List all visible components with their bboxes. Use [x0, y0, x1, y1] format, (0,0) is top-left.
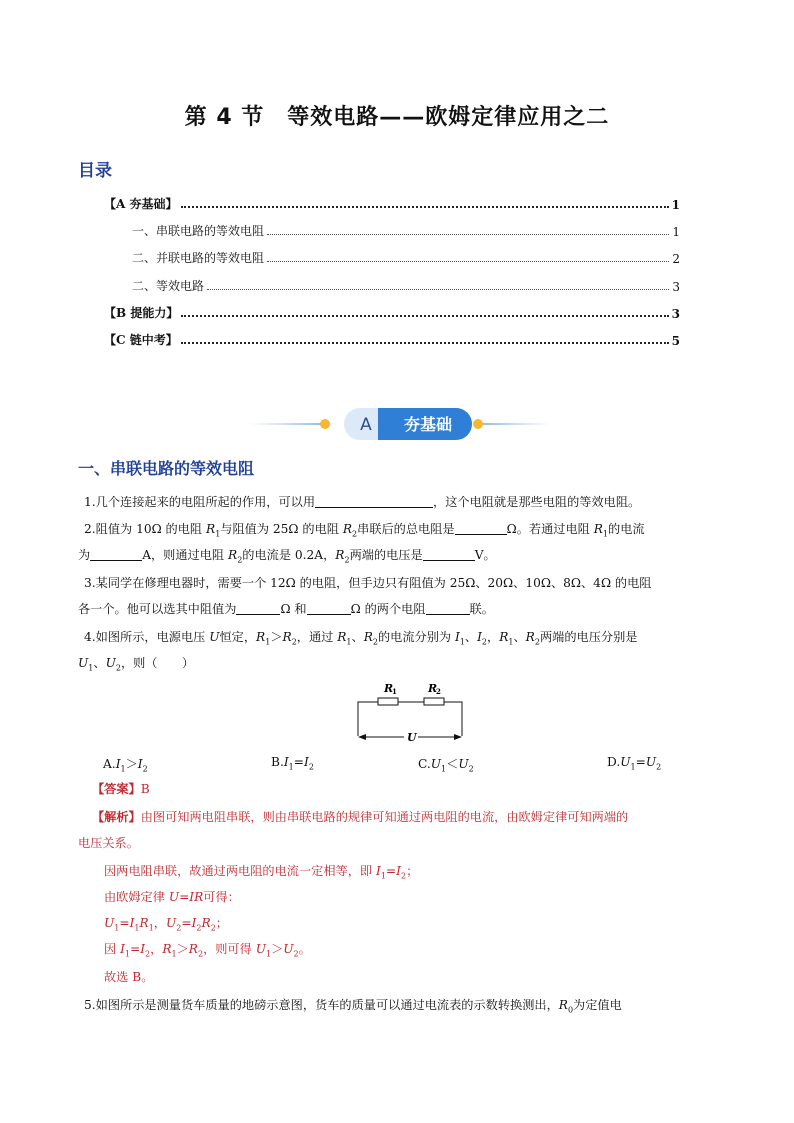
q2-current-blank[interactable]: [90, 548, 142, 561]
resistor-r2: [424, 698, 444, 705]
banner-text: 夯基础: [403, 415, 453, 434]
svg-text:1: 1: [392, 687, 397, 696]
analysis-line-5: $U_1=I_1R_1$，$U_2=I_2R_2$；: [104, 916, 228, 933]
svg-text:2: 2: [436, 687, 441, 696]
banner-dot-left: [320, 419, 330, 429]
q3-blank-3[interactable]: [426, 602, 470, 615]
question-1: 1.几个连接起来的电阻所起的作用，可以用 ，这个电阻就是那些电阻的等效电阻。: [84, 495, 641, 509]
toc-entry-b[interactable]: 【B 提能力】 3: [104, 306, 680, 321]
choice-a[interactable]: $A.I_1>I_2$: [103, 757, 148, 774]
question-3-line-2: 各一个。他可以选其中阻值为 Ω 和 Ω 的两个电阻 联。: [78, 602, 494, 616]
analysis-line-1: 【解析】由图可知两电阻串联，则由串联电路的规律可知通过两电阻的电流，由欧姆定律可知两端的: [92, 810, 629, 824]
q1-answer-blank[interactable]: [315, 495, 433, 508]
question-3-line-1: 3.某同学在修理电器时，需要一个 12Ω 的电阻，但手边只有阻值为 25Ω、20Ω、10Ω、8Ω、4Ω 的电阻: [84, 576, 652, 590]
analysis-line-7: 故选 B。: [104, 970, 154, 984]
question-5-line-1: 5.如图所示是测量货车质量的地磅示意图，货车的质量可以通过电流表的示数转换测出，$R_0$为定值电: [84, 998, 622, 1015]
section-heading-series: 一、串联电路的等效电阻: [78, 459, 255, 478]
page-title: 第 4 节 等效电路——欧姆定律应用之二: [184, 105, 610, 130]
answer-line: [92, 780, 702, 798]
r2-label: R: [428, 682, 438, 695]
analysis-line-2: 电压关系。: [78, 836, 139, 850]
toc-heading: 目录: [78, 161, 112, 181]
toc-entry-c[interactable]: 【C 链中考】 5: [104, 333, 680, 348]
question-4-line-2: $U_1$、$U_2$，则（ ）: [78, 656, 195, 673]
q2-total-resistance-blank[interactable]: [455, 522, 507, 535]
r1-label: R: [384, 682, 394, 695]
q2-voltage-blank[interactable]: [423, 548, 475, 561]
question-2-line-2: 为 A，则通过电阻 $R_2$的电流是 0.2A，$R_2$两端的电压是 V。: [78, 548, 496, 565]
banner-letter: A: [360, 415, 372, 435]
toc-entry-a[interactable]: 【A 夯基础】 1: [104, 197, 680, 212]
resistor-r1: [378, 698, 398, 705]
question-4-line-1: 4.如图所示，电源电压 U恒定，$R_1>R_2$，通过 $R_1$、$R_2$的电流分别为 $I_1$、$I_2$，$R_1$、$R_2$两端的电压分别是: [84, 630, 638, 647]
analysis-tag: 【解析】: [92, 810, 141, 824]
banner-dot-right: [473, 419, 483, 429]
choice-d[interactable]: $D.U_1=U_2$: [607, 755, 662, 772]
analysis-line-6: 因 $I_1=I_2$，$R_1>R_2$，则可得 $U_1>U_2$。: [104, 942, 311, 959]
section-banner: [250, 404, 550, 444]
choice-c[interactable]: $C.U_1<U_2$: [418, 757, 474, 774]
analysis-line-3: 因两电阻串联，故通过两电阻的电流一定相等，即 $I_1=I_2$；: [104, 864, 419, 881]
analysis-line-4: 由欧姆定律 U=IR可得：: [104, 890, 240, 904]
toc-entry-equivalent[interactable]: 二、等效电路 3: [132, 279, 680, 294]
q3-blank-2[interactable]: [307, 602, 351, 615]
series-circuit-diagram: [350, 680, 470, 746]
q3-blank-1[interactable]: [236, 602, 280, 615]
toc-entry-parallel[interactable]: 二、并联电路的等效电阻 2: [132, 251, 680, 266]
voltage-label: U: [407, 731, 417, 744]
answer-tag: 【答案】: [92, 782, 141, 796]
answer-value: B: [140, 782, 150, 796]
choice-b[interactable]: $B.I_1=I_2$: [271, 755, 314, 772]
question-2-line-1: 2.阻值为 10Ω 的电阻 $R_1$与阻值为 25Ω 的电阻 $R_2$串联后的总电阻是 Ω。若通过电阻 $R_1$的电流: [84, 522, 645, 539]
toc-entry-series[interactable]: 一、串联电路的等效电阻 1: [132, 224, 680, 239]
